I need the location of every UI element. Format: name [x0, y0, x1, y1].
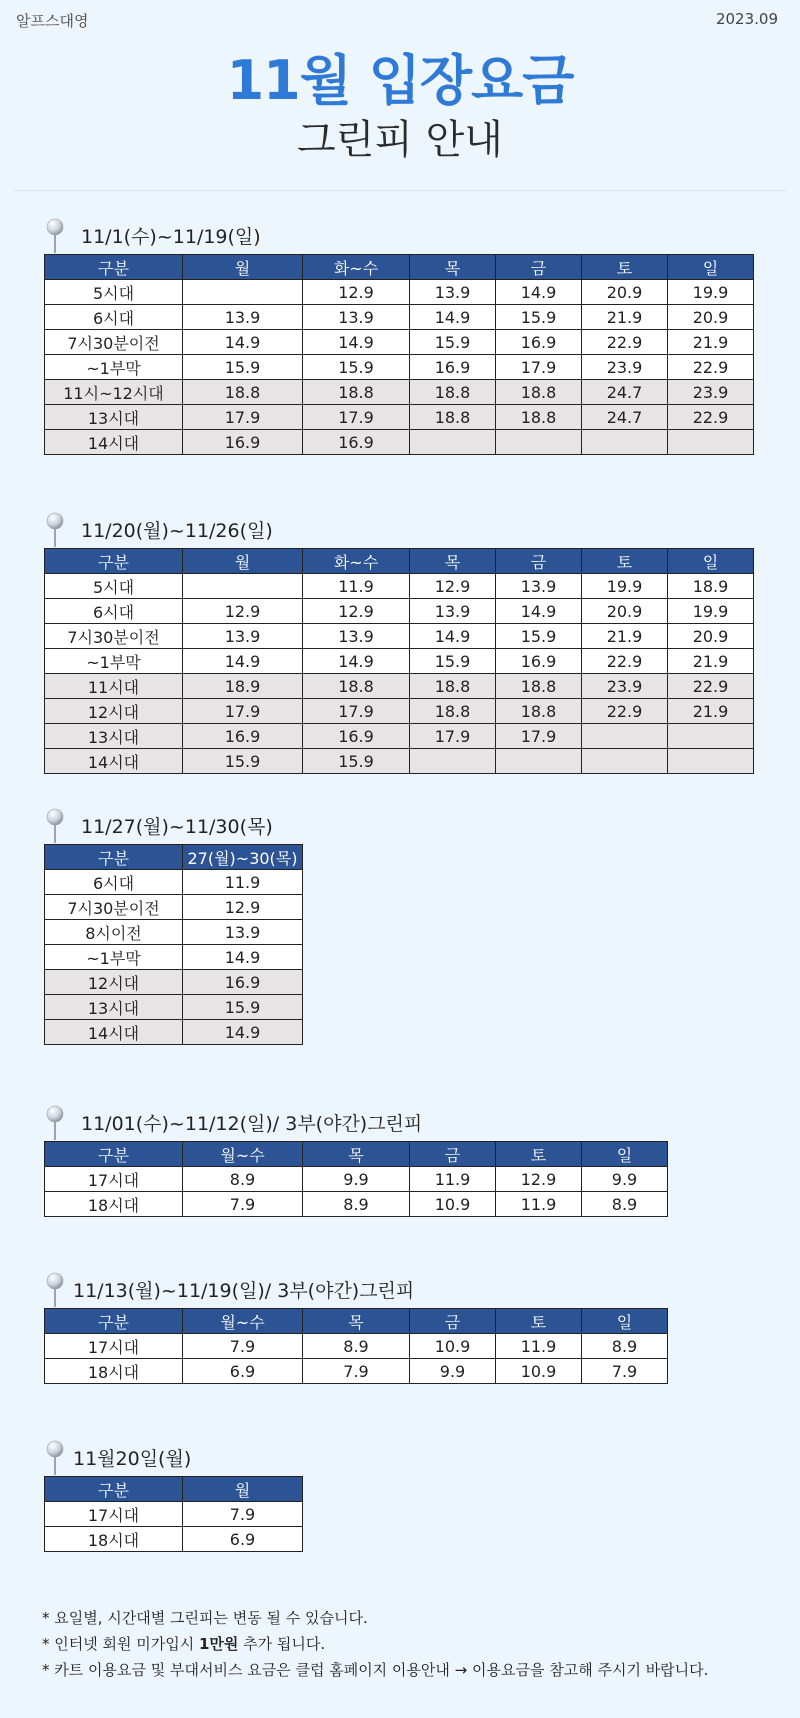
price-cell: 12.9: [496, 1167, 582, 1192]
price-cell: 8.9: [582, 1334, 668, 1359]
column-header: 금: [410, 1309, 496, 1334]
price-cell: 22.9: [668, 405, 754, 430]
price-cell: 15.9: [410, 330, 496, 355]
price-cell: 13.9: [183, 920, 303, 945]
table-row: [45, 355, 754, 380]
price-cell: 18.8: [410, 674, 496, 699]
price-cell: 13.9: [183, 624, 303, 649]
price-cell: 13.9: [303, 305, 410, 330]
time-slot-cell: 18시대: [45, 1527, 183, 1552]
column-header: 일: [668, 549, 754, 574]
price-cell: [183, 280, 303, 305]
note-line: * 카트 이용요금 및 부대서비스 요금은 클럽 홈페이지 이용안내 → 이용요금을 참고해 주시기 바랍니다.: [42, 1661, 709, 1679]
time-slot-cell: 6시대: [45, 305, 183, 330]
price-cell: 7.9: [183, 1192, 303, 1217]
time-slot-cell: 6시대: [45, 870, 183, 895]
price-cell: [668, 724, 754, 749]
price-cell: 17.9: [496, 724, 582, 749]
table-row: [45, 330, 754, 355]
column-header: 목: [303, 1309, 410, 1334]
price-cell: 10.9: [410, 1192, 496, 1217]
table-row: [45, 624, 754, 649]
section-title: [44, 218, 754, 254]
table-header-row: [45, 1142, 668, 1167]
section-title-text: 11월20일(월): [73, 1448, 192, 1470]
price-table: [44, 1308, 668, 1384]
price-cell: 13.9: [183, 305, 303, 330]
price-cell: 15.9: [496, 624, 582, 649]
price-table: [44, 844, 303, 1045]
column-header: 목: [410, 549, 496, 574]
time-slot-cell: 18시대: [45, 1192, 183, 1217]
column-header: 토: [496, 1142, 582, 1167]
price-cell: 13.9: [410, 280, 496, 305]
time-slot-cell: 14시대: [45, 1020, 183, 1045]
time-slot-cell: ~1부막: [45, 355, 183, 380]
brand-name: 알프스대영: [16, 12, 89, 30]
price-section: [44, 808, 303, 1045]
price-cell: [668, 430, 754, 455]
time-slot-cell: 7시30분이전: [45, 624, 183, 649]
price-cell: 12.9: [303, 280, 410, 305]
price-cell: 14.9: [303, 649, 410, 674]
price-section: [44, 218, 754, 455]
price-cell: 14.9: [183, 649, 303, 674]
price-cell: 11.9: [183, 870, 303, 895]
price-cell: 15.9: [303, 355, 410, 380]
table-row: [45, 1020, 303, 1045]
column-header: 금: [496, 549, 582, 574]
price-cell: 23.9: [582, 674, 668, 699]
price-cell: 14.9: [183, 1020, 303, 1045]
price-cell: 11.9: [496, 1192, 582, 1217]
time-slot-cell: 17시대: [45, 1334, 183, 1359]
price-cell: 6.9: [183, 1527, 303, 1552]
price-section: [44, 1105, 668, 1217]
price-cell: 18.8: [183, 380, 303, 405]
time-slot-cell: 7시30분이전: [45, 330, 183, 355]
price-cell: 19.9: [668, 280, 754, 305]
price-cell: 15.9: [410, 649, 496, 674]
time-slot-cell: 17시대: [45, 1167, 183, 1192]
price-cell: 18.8: [410, 380, 496, 405]
price-cell: [410, 430, 496, 455]
price-cell: 18.8: [496, 674, 582, 699]
price-cell: 18.8: [410, 405, 496, 430]
price-cell: 20.9: [582, 599, 668, 624]
price-cell: 12.9: [410, 574, 496, 599]
table-row: [45, 405, 754, 430]
price-cell: 18.8: [303, 380, 410, 405]
column-header: 목: [410, 255, 496, 280]
table-row: [45, 1167, 668, 1192]
price-cell: 10.9: [410, 1334, 496, 1359]
time-slot-cell: 5시대: [45, 574, 183, 599]
price-cell: 16.9: [183, 724, 303, 749]
column-header: 금: [410, 1142, 496, 1167]
price-cell: 8.9: [183, 1167, 303, 1192]
price-cell: [582, 749, 668, 774]
table-row: [45, 1359, 668, 1384]
table-row: [45, 749, 754, 774]
price-cell: [496, 430, 582, 455]
price-cell: 16.9: [183, 970, 303, 995]
price-cell: 18.8: [496, 380, 582, 405]
price-cell: 11.9: [410, 1167, 496, 1192]
price-cell: 15.9: [496, 305, 582, 330]
price-cell: 22.9: [582, 330, 668, 355]
note-line: [42, 1631, 708, 1657]
table-header-row: [45, 255, 754, 280]
time-slot-cell: 14시대: [45, 430, 183, 455]
column-header: 토: [582, 255, 668, 280]
price-cell: 15.9: [183, 995, 303, 1020]
section-title: [44, 1272, 668, 1308]
table-row: [45, 649, 754, 674]
time-slot-cell: 13시대: [45, 995, 183, 1020]
time-slot-cell: 6시대: [45, 599, 183, 624]
time-slot-cell: 12시대: [45, 699, 183, 724]
column-header: 월~수: [183, 1309, 303, 1334]
price-cell: 11.9: [303, 574, 410, 599]
price-cell: 14.9: [496, 280, 582, 305]
pin-icon: [44, 512, 66, 548]
price-cell: 18.9: [183, 674, 303, 699]
section-title: [44, 512, 754, 548]
price-table: [44, 1476, 303, 1552]
table-header-row: [45, 549, 754, 574]
time-slot-cell: 12시대: [45, 970, 183, 995]
price-cell: [582, 430, 668, 455]
price-cell: 11.9: [496, 1334, 582, 1359]
price-cell: 18.8: [496, 699, 582, 724]
price-cell: 19.9: [668, 599, 754, 624]
price-cell: 21.9: [582, 624, 668, 649]
price-cell: 13.9: [496, 574, 582, 599]
price-cell: 7.9: [303, 1359, 410, 1384]
price-cell: 18.8: [410, 699, 496, 724]
price-cell: 17.9: [410, 724, 496, 749]
time-slot-cell: 13시대: [45, 405, 183, 430]
price-table: [44, 1141, 668, 1217]
column-header: 구분: [45, 549, 183, 574]
column-header: 일: [668, 255, 754, 280]
price-cell: 14.9: [303, 330, 410, 355]
column-header: 구분: [45, 845, 183, 870]
price-cell: 9.9: [303, 1167, 410, 1192]
column-header: 27(월)~30(목): [183, 845, 303, 870]
page-subtitle: 그린피 안내: [297, 117, 503, 163]
notes: [42, 1605, 708, 1683]
price-table: [44, 548, 754, 774]
time-slot-cell: 18시대: [45, 1359, 183, 1384]
price-cell: 14.9: [496, 599, 582, 624]
price-cell: 9.9: [410, 1359, 496, 1384]
time-slot-cell: 13시대: [45, 724, 183, 749]
price-section: [44, 1272, 668, 1384]
table-row: [45, 305, 754, 330]
section-title-text: 11/27(월)~11/30(목): [81, 816, 273, 838]
pin-icon: [44, 1105, 66, 1141]
price-cell: 23.9: [668, 380, 754, 405]
price-cell: 13.9: [410, 599, 496, 624]
price-cell: 21.9: [668, 330, 754, 355]
price-cell: 14.9: [410, 624, 496, 649]
time-slot-cell: ~1부막: [45, 945, 183, 970]
price-cell: [668, 749, 754, 774]
table-row: [45, 280, 754, 305]
table-row: [45, 1192, 668, 1217]
price-cell: 15.9: [183, 749, 303, 774]
note-emphasis: 1만원: [198, 1635, 239, 1653]
column-header: 월~수: [183, 1142, 303, 1167]
pin-icon: [44, 808, 66, 844]
column-header: 월: [183, 255, 303, 280]
table-row: [45, 1334, 668, 1359]
top-bar: [16, 10, 778, 32]
price-cell: 16.9: [496, 330, 582, 355]
table-row: [45, 870, 303, 895]
header-divider: [14, 190, 786, 191]
column-header: 일: [582, 1142, 668, 1167]
time-slot-cell: 17시대: [45, 1502, 183, 1527]
price-cell: 7.9: [183, 1502, 303, 1527]
price-cell: 8.9: [303, 1192, 410, 1217]
price-cell: 6.9: [183, 1359, 303, 1384]
price-cell: 22.9: [668, 355, 754, 380]
price-cell: 17.9: [303, 699, 410, 724]
section-title-text: 11/13(월)~11/19(일)/ 3부(야간)그린피: [73, 1280, 415, 1302]
price-cell: 19.9: [582, 574, 668, 599]
price-cell: 16.9: [496, 649, 582, 674]
section-title-text: 11/1(수)~11/19(일): [81, 226, 261, 248]
price-cell: 7.9: [582, 1359, 668, 1384]
price-cell: 16.9: [183, 430, 303, 455]
table-row: [45, 970, 303, 995]
price-cell: 21.9: [582, 305, 668, 330]
price-cell: 17.9: [303, 405, 410, 430]
column-header: 토: [582, 549, 668, 574]
pin-icon: [44, 1440, 66, 1476]
price-cell: 21.9: [668, 649, 754, 674]
column-header: 토: [496, 1309, 582, 1334]
price-section: [44, 1440, 303, 1552]
price-cell: 16.9: [410, 355, 496, 380]
time-slot-cell: ~1부막: [45, 649, 183, 674]
column-header: 구분: [45, 1142, 183, 1167]
time-slot-cell: 14시대: [45, 749, 183, 774]
price-cell: 12.9: [303, 599, 410, 624]
time-slot-cell: 5시대: [45, 280, 183, 305]
column-header: 금: [496, 255, 582, 280]
time-slot-cell: 11시대: [45, 674, 183, 699]
column-header: 화~수: [303, 255, 410, 280]
pin-icon: [44, 1272, 66, 1308]
price-table: [44, 254, 754, 455]
table-header-row: [45, 1309, 668, 1334]
table-row: [45, 599, 754, 624]
price-cell: 24.7: [582, 380, 668, 405]
column-header: 화~수: [303, 549, 410, 574]
table-header-row: [45, 1477, 303, 1502]
price-cell: 20.9: [668, 624, 754, 649]
price-cell: [410, 749, 496, 774]
price-cell: 14.9: [183, 945, 303, 970]
table-header-row: [45, 845, 303, 870]
price-cell: [183, 574, 303, 599]
price-cell: 7.9: [183, 1334, 303, 1359]
section-title: [44, 1105, 668, 1141]
table-row: [45, 895, 303, 920]
column-header: 목: [303, 1142, 410, 1167]
publish-date: 2023.09: [715, 10, 778, 28]
section-title: [44, 808, 303, 844]
table-row: [45, 574, 754, 599]
price-cell: 22.9: [582, 699, 668, 724]
price-cell: 18.9: [668, 574, 754, 599]
pin-icon: [44, 218, 66, 254]
column-header: 월: [183, 1477, 303, 1502]
price-cell: 14.9: [410, 305, 496, 330]
column-header: 구분: [45, 1477, 183, 1502]
price-cell: 17.9: [496, 355, 582, 380]
price-cell: 18.8: [303, 674, 410, 699]
price-cell: 20.9: [668, 305, 754, 330]
section-title-text: 11/20(월)~11/26(일): [81, 520, 273, 542]
price-cell: 9.9: [582, 1167, 668, 1192]
table-row: [45, 995, 303, 1020]
price-cell: 20.9: [582, 280, 668, 305]
price-cell: 17.9: [183, 699, 303, 724]
price-cell: 13.9: [303, 624, 410, 649]
table-row: [45, 945, 303, 970]
price-cell: 12.9: [183, 895, 303, 920]
price-cell: 16.9: [303, 430, 410, 455]
note-text: 추가 됩니다.: [238, 1635, 326, 1653]
column-header: 월: [183, 549, 303, 574]
table-row: [45, 430, 754, 455]
note-line: * 요일별, 시간대별 그린피는 변동 될 수 있습니다.: [42, 1609, 368, 1627]
price-cell: [582, 724, 668, 749]
column-header: 구분: [45, 255, 183, 280]
price-cell: 12.9: [183, 599, 303, 624]
price-cell: 17.9: [183, 405, 303, 430]
price-cell: [496, 749, 582, 774]
price-cell: 24.7: [582, 405, 668, 430]
table-row: [45, 699, 754, 724]
price-cell: 18.8: [496, 405, 582, 430]
page-title: 11월 입장요금: [226, 49, 574, 112]
time-slot-cell: 11시~12시대: [45, 380, 183, 405]
price-cell: 15.9: [183, 355, 303, 380]
price-cell: 23.9: [582, 355, 668, 380]
price-cell: 22.9: [668, 674, 754, 699]
table-row: [45, 920, 303, 945]
column-header: 일: [582, 1309, 668, 1334]
price-cell: 22.9: [582, 649, 668, 674]
table-row: [45, 674, 754, 699]
price-cell: 10.9: [496, 1359, 582, 1384]
price-cell: 15.9: [303, 749, 410, 774]
table-row: [45, 380, 754, 405]
price-section: [44, 512, 754, 774]
time-slot-cell: 8시이전: [45, 920, 183, 945]
table-row: [45, 724, 754, 749]
note-text: * 인터넷 회원 미가입시: [42, 1635, 199, 1653]
price-cell: 21.9: [668, 699, 754, 724]
price-cell: 8.9: [303, 1334, 410, 1359]
column-header: 구분: [45, 1309, 183, 1334]
table-row: [45, 1502, 303, 1527]
price-cell: 16.9: [303, 724, 410, 749]
table-row: [45, 1527, 303, 1552]
section-title-text: 11/01(수)~11/12(일)/ 3부(야간)그린피: [81, 1113, 423, 1135]
section-title: [44, 1440, 303, 1476]
time-slot-cell: 7시30분이전: [45, 895, 183, 920]
price-cell: 14.9: [183, 330, 303, 355]
price-cell: 8.9: [582, 1192, 668, 1217]
